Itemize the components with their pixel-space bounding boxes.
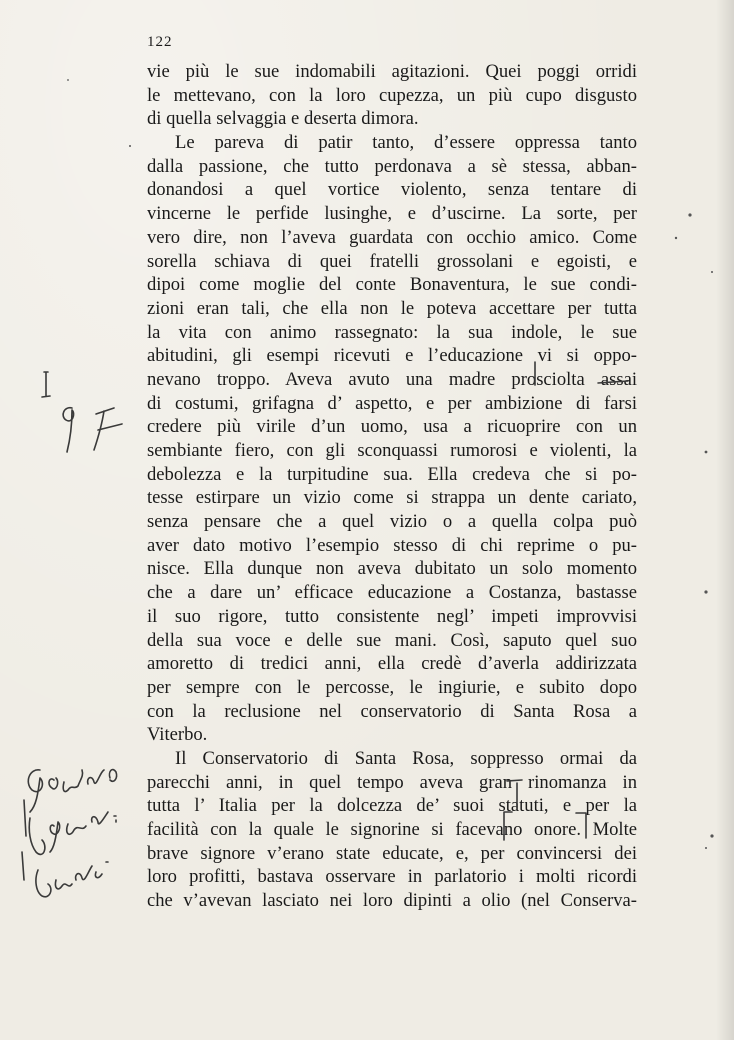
text-line: con la reclusione nel conservatorio di Santa Rosa a	[147, 700, 637, 722]
text-line: sembiante fiero, con gli sconquassi rumorosi e violenti, la	[147, 440, 637, 461]
text-line: della sua voce e delle sue mani. Così, saputo quel suo	[147, 629, 637, 651]
text-line: di quella selvaggia e deserta dimora.	[147, 108, 419, 130]
text-line: loro profitti, bastava osservare in parlatorio i molti ricordi	[147, 866, 637, 888]
text-line: Le pareva di patir tanto, d’essere oppressa tanto	[175, 132, 637, 154]
text-line: sorella schiava di quei fratelli grossolani e egoisti, e	[147, 250, 637, 272]
text-line: amoretto di tredici anni, ella credè d’averla addirizzata	[147, 653, 637, 675]
text-line: debolezza e la turpitudine sua. Ella credeva che si po-	[147, 463, 637, 485]
margin-cursive-note	[22, 770, 117, 897]
text-line: brave signore v’erano state educate, e, per convincersi dei	[147, 842, 637, 864]
text-line: senza pensare che a quel vizio o a quella colpa può	[147, 511, 637, 533]
text-line: credere più virile d’un uomo, usa a ricuoprire con un	[147, 416, 637, 438]
text-line: vie più le sue indomabili agitazioni. Quei poggi orridi	[147, 61, 637, 82]
text-line: che v’avevan lasciato nei loro dipinti a olio (nel Conserva-	[147, 890, 637, 912]
page-number: 122	[147, 34, 173, 50]
text-line: facilità con la quale le signorine si facevano onore. Molte	[147, 819, 637, 840]
text-line: dalla passione, che tutto perdonava a sè stessa, abban-	[147, 155, 637, 177]
text-line: abitudini, gli esempi ricevuti e l’educazione vi si oppo-	[147, 345, 637, 367]
text-line: che a dare un’ efficace educazione a Costanza, bastasse	[147, 582, 637, 604]
text-line: per sempre con le percosse, le ingiurie, e subito dopo	[147, 676, 637, 698]
text-line: parecchi anni, in quel tempo aveva gran rinomanza in	[147, 771, 637, 793]
text-line: zioni eran tali, che ella non le poteva accettare per tutta	[147, 297, 637, 319]
text-line: il suo rigore, tutto consistente negl’ impeti improvvisi	[147, 605, 637, 627]
body-text	[147, 60, 637, 913]
text-line: tesse estirpare un vizio come si strappa un dente cariato,	[147, 487, 637, 509]
text-line: vincerne le perfide lusinghe, e d’uscirne. La sorte, per	[147, 203, 637, 225]
text-line: Il Conservatorio di Santa Rosa, soppresso ormai da	[175, 747, 637, 769]
text-line: dipoi come moglie del conte Bonaventura, le sue condi-	[147, 274, 637, 296]
page-edge-shadow	[716, 0, 734, 1040]
text-line: Viterbo.	[147, 724, 208, 746]
text-line: tutta l’ Italia per la dolcezza de’ suoi statuti, e per la	[147, 795, 637, 817]
text-line: le mettevano, con la loro cupezza, un più cupo disgusto	[147, 84, 637, 106]
text-line: nisce. Ella dunque non aveva dubitato un solo momento	[147, 558, 637, 580]
margin-number-annotation	[42, 372, 122, 452]
text-line: aver dato motivo l’esempio stesso di chi reprime o pu-	[147, 534, 637, 556]
text-line: vero dire, non l’aveva guardata con occhio amico. Come	[147, 226, 637, 248]
text-line: la vita con animo rassegnato: la sua indole, le sue	[147, 321, 637, 343]
text-line: donandosi a quel vortice violento, senza tentare di	[147, 179, 637, 201]
text-line: nevano troppo. Aveva avuto una madre prosciolta assai	[147, 368, 637, 390]
text-line: di costumi, grifagna d’ aspetto, e per ambizione di farsi	[147, 392, 637, 414]
